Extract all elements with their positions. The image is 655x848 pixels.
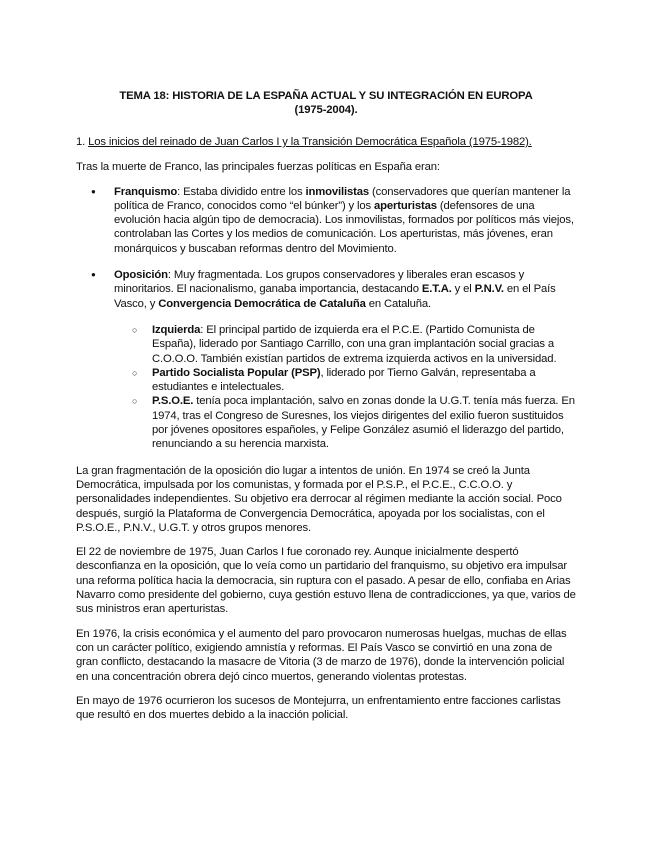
forces-list xyxy=(76,185,576,452)
sublist-item xyxy=(152,394,576,451)
term-eta: E.T.A. xyxy=(421,283,452,296)
document-title xyxy=(76,90,576,117)
sublist-item xyxy=(152,366,576,395)
subitem-text: tenía poca implantación, salvo en zonas donde la U.G.T. tenía más fuerza. En 1974, tras el Congreso de Suresnes, los viejos dirigentes del exilio fueron sustituidos por jóvenes opositores españoles, y Felipe González asumió el liderazgo del partido, renunciando a su herencia marxista. xyxy=(152,395,575,451)
opposition-sublist xyxy=(114,323,576,452)
term-cdc: Convergencia Democrática de Cataluña xyxy=(158,297,366,310)
oposicion-text-1: : Muy fragmentada. Los grupos conservadores y liberales eran escasos y minoritarios. El nacionalismo, ganaba importancia, destacando xyxy=(114,269,525,296)
intro-paragraph: Tras la muerte de Franco, las principales fuerzas políticas en España eran: xyxy=(76,161,440,174)
paragraph: En 1976, la crisis económica y el aumento del paro provocaron numerosas huelgas, muchas de ellas con un carácter político, exigiendo amnistía y reformas. El País Vasco se convirtió en una zona de gran conflicto, destacando la masacre de Vitoria (3 de marzo de 1976), donde la intervención policial en una concentración obrera dejó cinco muertos, generando violentas protestas. xyxy=(76,627,567,683)
document-page xyxy=(76,90,576,732)
franquismo-label: Franquismo xyxy=(114,185,178,198)
title-line-1: TEMA 18: HISTORIA DE LA ESPAÑA ACTUAL Y SU INTEGRACIÓN EN EUROPA xyxy=(119,90,533,102)
title-line-2: (1975-2004). xyxy=(294,103,358,116)
oposicion-text-4: en Cataluña. xyxy=(365,297,431,310)
franquismo-text-2: (conservadores que querían mantener la política de Franco, conocidos como “el búnker”) y los xyxy=(114,185,571,212)
paragraph: La gran fragmentación de la oposición dio lugar a intentos de unión. En 1974 se creó la Junta Democrática, impulsada por los comunistas, y formada por el P.S.P., el P.C.E., C.C.O.O. y personalidades independientes. Su objetivo era derrocar al régimen mediante la acción social. Poco después, surgió la Plataforma de Convergencia Democrática, apoyada por los socialistas, con el P.S.O.E., P.N.V., U.G.T. y otros grupos menores. xyxy=(76,464,562,534)
sublist-item xyxy=(152,323,576,366)
list-item-franquismo xyxy=(114,185,576,256)
franquismo-text-1: : Estaba dividido entre los xyxy=(177,185,306,198)
subitem-text: : El principal partido de izquierda era el P.C.E. (Partido Comunista de España), liderado por Santiago Carrillo, con una gran implantación social gracias a C.O.O.O. También existían partidos de extrema izquierda activos en la universidad. xyxy=(152,323,557,365)
oposicion-text-3: en el País Vasco, y xyxy=(114,283,556,310)
franquismo-text-3: (defensores de una evolución hacia algún tipo de democracia). Los inmovilistas, formados por políticos más viejos, controlaban las Cortes y los medios de comunicación. Los aperturistas, más jóvenes, eran monárquicos y buscaban reformas dentro del Movimiento. xyxy=(114,199,574,255)
section-heading xyxy=(76,135,576,149)
paragraph: En mayo de 1976 ocurrieron los sucesos de Montejurra, un enfrentamiento entre facciones carlistas que resultó en dos muertes debido a la inacción policial. xyxy=(76,694,561,722)
section-title: Los inicios del reinado de Juan Carlos I y la Transición Democrática Española (1975-1982). xyxy=(88,136,532,148)
subitem-text: , liderado por Tierno Galván, representaba a estudiantes e intelectuales. xyxy=(152,366,536,394)
paragraph: El 22 de noviembre de 1975, Juan Carlos I fue coronado rey. Aunque inicialmente despertó desconfianza en la oposición, que lo veía como un partidario del franquismo, su objetivo era impulsar una reforma política hacia la democracia, sin ruptura con el pasado. A pesar de ello, confiaba en Arias Navarro como presidente del gobierno, cuya gestión estuvo llena de contradicciones, ya que, varios de sus ministros eran aperturistas. xyxy=(76,546,576,616)
term-aperturistas: aperturistas xyxy=(374,199,437,212)
oposicion-label: Oposición xyxy=(114,269,168,282)
subitem-label: Partido Socialista Popular (PSP) xyxy=(152,366,321,379)
term-pnv: P.N.V. xyxy=(474,283,504,296)
list-item-oposicion xyxy=(114,268,576,452)
oposicion-text-2: y el xyxy=(451,283,475,296)
subitem-label: P.S.O.E. xyxy=(152,395,194,408)
term-inmovilistas: inmovilistas xyxy=(305,185,369,198)
section-number: 1. xyxy=(76,136,86,148)
subitem-label: Izquierda xyxy=(152,323,201,336)
